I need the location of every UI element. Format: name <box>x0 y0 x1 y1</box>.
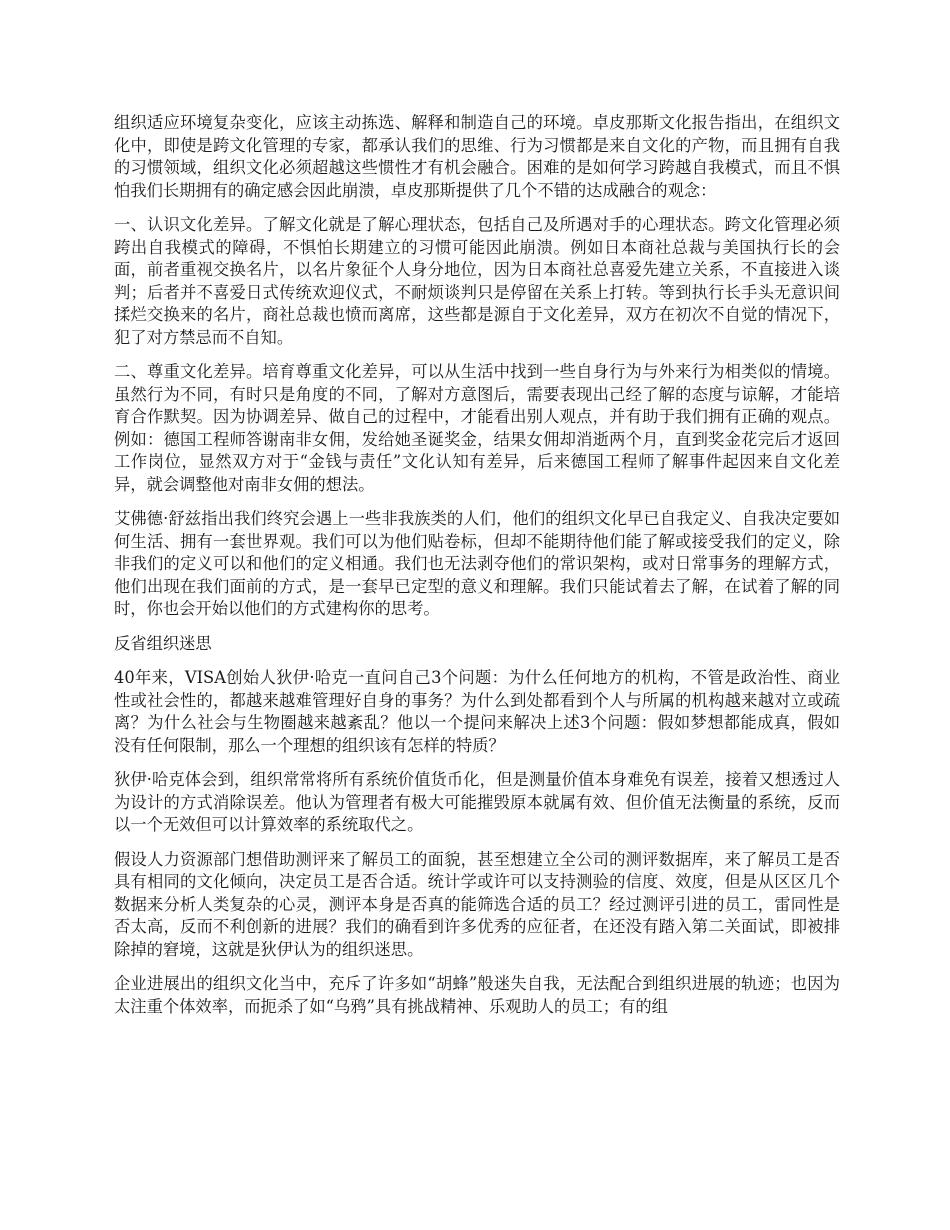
paragraph-hock-insight: 狄伊·哈克体会到，组织常常将所有系统价值货币化，但是测量价值本身难免有误差，接着又想透过人为设计的方式消除误差。他认为管理者有极大可能摧毁原本就属有效、但价值无法衡量的系统，反而以一个无效但可以计算效率的系统取代之。 <box>114 770 840 834</box>
section-heading: 反省组织迷思 <box>114 633 212 653</box>
paragraph-hr-assessment: 假设人力资源部门想借助测评来了解员工的面貌，甚至想建立全公司的测评数据库，来了解员工是否具有相同的文化倾向，决定员工是否合适。统计学或许可以支持测验的信度、效度，但是从区区几个数据来分析人类复杂的心灵，测评本身是否真的能筛选合适的员工？经过测评引进的员工，雷同性是否太高，反而不利创新的进展？我们的确看到许多优秀的应征者，在还没有踏入第二关面试，即被排除掉的窘境，这就是狄伊认为的组织迷思。 <box>114 849 840 959</box>
paragraph-organizational-culture: 企业进展出的组织文化当中，充斥了许多如“胡蜂”般迷失自我，无法配合到组织进展的轨迹；也因为太注重个体效率，而扼杀了如“乌鸦”具有挑战精神、乐观助人的员工；有的组 <box>114 974 840 1016</box>
document-body <box>114 112 840 1030</box>
paragraph-visa-founder: 40年来，VISA创始人狄伊·哈克一直问自己3个问题：为什么任何地方的机构，不管是政治性、商业性或社会性的，都越来越难管理好自身的事务？为什么到处都看到个人与所属的机构越来越对立或疏离？为什么社会与生物圈越来越紊乱？他以一个提问来解决上述3个问题：假如梦想都能成真，假如没有任何限制，那么一个理想的组织该有怎样的特质？ <box>114 668 840 755</box>
paragraph-schutz: 艾佛德·舒兹指出我们终究会遇上一些非我族类的人们，他们的组织文化早已自我定义、自我决定要如何生活、拥有一套世界观。我们可以为他们贴卷标，但却不能期待他们能了解或接受我们的定义，除非我们的定义可以和他们的定义相通。我们也无法剥夺他们的常识架构，或对日常事务的理解方式，他们出现在我们面前的方式，是一套早已定型的意义和理解。我们只能试着去了解，在试着了解的同时，你也会开始以他们的方式建构你的思考。 <box>114 509 840 618</box>
paragraph-intro: 组织适应环境复杂变化，应该主动拣选、解释和制造自己的环境。卓皮那斯文化报告指出，在组织文化中，即使是跨文化管理的专家，都承认我们的思维、行为习惯都是来自文化的产物，而且拥有自我的习惯领域，组织文化必须超越这些惯性才有机会融合。困难的是如何学习跨越自我模式，而且不惧怕我们长期拥有的确定感会因此崩溃，卓皮那斯提供了几个不错的达成融合的观念： <box>114 113 840 200</box>
paragraph-recognize-differences: 一、认识文化差异。了解文化就是了解心理状态，包括自己及所遇对手的心理状态。跨文化管理必须跨出自我模式的障碍，不惧怕长期建立的习惯可能因此崩溃。例如日本商社总裁与美国执行长的会面，前者重视交换名片，以名片象征个人身分地位，因为日本商社总喜爱先建立关系，不直接进入谈判；后者并不喜爱日式传统欢迎仪式，不耐烦谈判只是停留在关系上打转。等到执行长手头无意识间揉烂交换来的名片，商社总裁也愤而离席，这些都是源自于文化差异，双方在初次不自觉的情况下，犯了对方禁忌而不自知。 <box>114 215 840 347</box>
paragraph-respect-differences: 二、尊重文化差异。培育尊重文化差异，可以从生活中找到一些自身行为与外来行为相类似的情境。虽然行为不同，有时只是角度的不同，了解对方意图后，需要表现出己经了解的态度与谅解，才能培育合作默契。因为协调差异、做自己的过程中，才能看出别人观点，并有助于我们拥有正确的观点。例如：德国工程师答谢南非女佣，发给她圣诞奖金，结果女佣却消逝两个月，直到奖金花完后才返回工作岗位，显然双方对于“金钱与责任”文化认知有差异，后来德国工程师了解事件起因来自文化差异，就会调整他对南非女佣的想法。 <box>114 362 840 494</box>
